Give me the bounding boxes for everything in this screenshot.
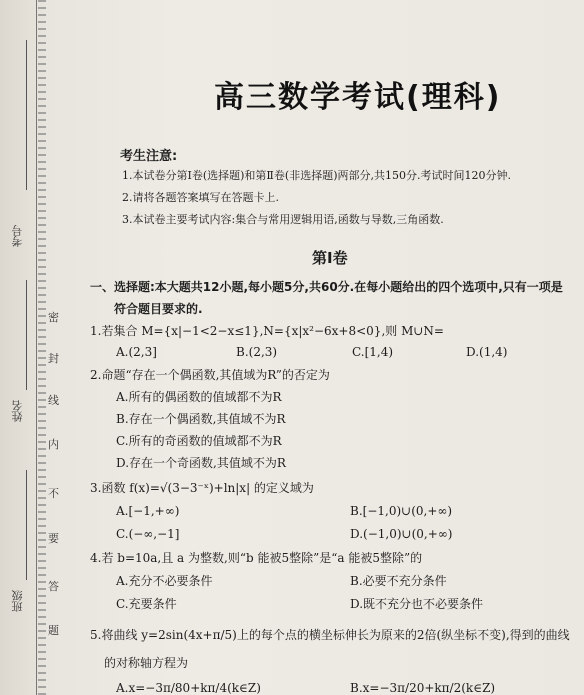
question-5-option-b: B.x=−3π/20+kπ/2(k∈Z) — [350, 681, 496, 695]
binding-margin — [0, 0, 70, 695]
notice-heading: 考生注意: — [120, 149, 178, 164]
question-2-stem: 2.命题“存在一个偶函数,其值域为R”的否定为 — [90, 368, 330, 382]
question-1-option-d: D.(1,4) — [466, 345, 508, 359]
class-label: 班级 — [11, 590, 24, 612]
question-3-option-c: C.(−∞,−1] — [116, 527, 180, 541]
question-3-stem: 3.函数 f(x)=√(3−3⁻ˣ)+ln|x| 的定义域为 — [90, 481, 314, 495]
question-5-option-a: A.x=−3π/80+kπ/4(k∈Z) — [116, 681, 261, 695]
notice-item: 3.本试卷主要考试内容:集合与常用逻辑用语,函数与导数,三角函数. — [122, 213, 444, 226]
question-2-option-d: D.存在一个奇函数,其值域不为R — [116, 456, 286, 470]
name-label: 姓名 — [11, 400, 24, 422]
question-2-option-a: A.所有的偶函数的值域都不为R — [116, 390, 282, 404]
question-1-stem: 1.若集合 M={x|−1<2−x≤1},N={x|x²−6x+8<0},则 M∪N= — [90, 324, 444, 338]
question-2-option-c: C.所有的奇函数的值域都不为R — [116, 434, 282, 448]
question-4-option-a: A.充分不必要条件 — [116, 574, 213, 588]
question-4-option-d: D.既不充分也不必要条件 — [350, 597, 484, 611]
class-underline — [26, 470, 27, 580]
exam-number-underline — [26, 40, 27, 190]
question-1-option-a: A.(2,3] — [116, 345, 157, 359]
binding-dots — [38, 0, 46, 695]
question-1-option-b: B.(2,3) — [236, 345, 278, 359]
exam-content — [86, 0, 584, 695]
part-one-instructions — [90, 276, 584, 320]
notice-item: 2.请将各题答案填写在答题卡上. — [122, 191, 279, 204]
part-one-line: 一、选择题:本大题共12小题,每小题5分,共60分.在每小题给出的四个选项中,只有一项是 — [90, 280, 563, 294]
question-4-stem: 4.若 b=10a,且 a 为整数,则“b 能被5整除”是“a 能被5整除”的 — [90, 551, 423, 565]
question-4-option-b: B.必要不充分条件 — [350, 574, 447, 588]
seal-char: 密 — [48, 311, 59, 324]
question-5-stem: 5.将曲线 y=2sin(4x+π/5)上的每个点的横坐标伸长为原来的2倍(纵坐标不变),得到的曲线 — [90, 628, 570, 642]
seal-char: 不 — [48, 487, 59, 500]
part-one-line: 符合题目要求的. — [114, 302, 203, 316]
seal-char: 题 — [48, 624, 59, 637]
seal-char: 答 — [48, 580, 59, 593]
seal-char: 内 — [48, 438, 59, 451]
question-2-option-b: B.存在一个偶函数,其值域不为R — [116, 412, 286, 426]
notice-list — [122, 165, 511, 231]
page-title: 高三数学考试(理科) — [214, 80, 502, 115]
binding-line — [36, 0, 37, 695]
question-3-option-a: A.[−1,+∞) — [116, 504, 180, 518]
question-3-option-d: D.(−1,0)∪(0,+∞) — [350, 527, 453, 541]
exam-number-label: 考号 — [11, 225, 24, 247]
question-5-stem-continued: 的对称轴方程为 — [104, 656, 189, 670]
seal-char: 线 — [48, 394, 59, 407]
question-1-option-c: C.[1,4) — [352, 345, 394, 359]
seal-char: 要 — [48, 532, 59, 545]
question-4-option-c: C.充要条件 — [116, 597, 177, 611]
notice-item: 1.本试卷分第Ⅰ卷(选择题)和第Ⅱ卷(非选择题)两部分,共150分.考试时间120分钟. — [122, 169, 511, 182]
name-underline — [26, 280, 27, 390]
section-title: 第Ⅰ卷 — [312, 249, 348, 267]
question-3-option-b: B.[−1,0)∪(0,+∞) — [350, 504, 453, 518]
seal-char: 封 — [48, 352, 59, 365]
